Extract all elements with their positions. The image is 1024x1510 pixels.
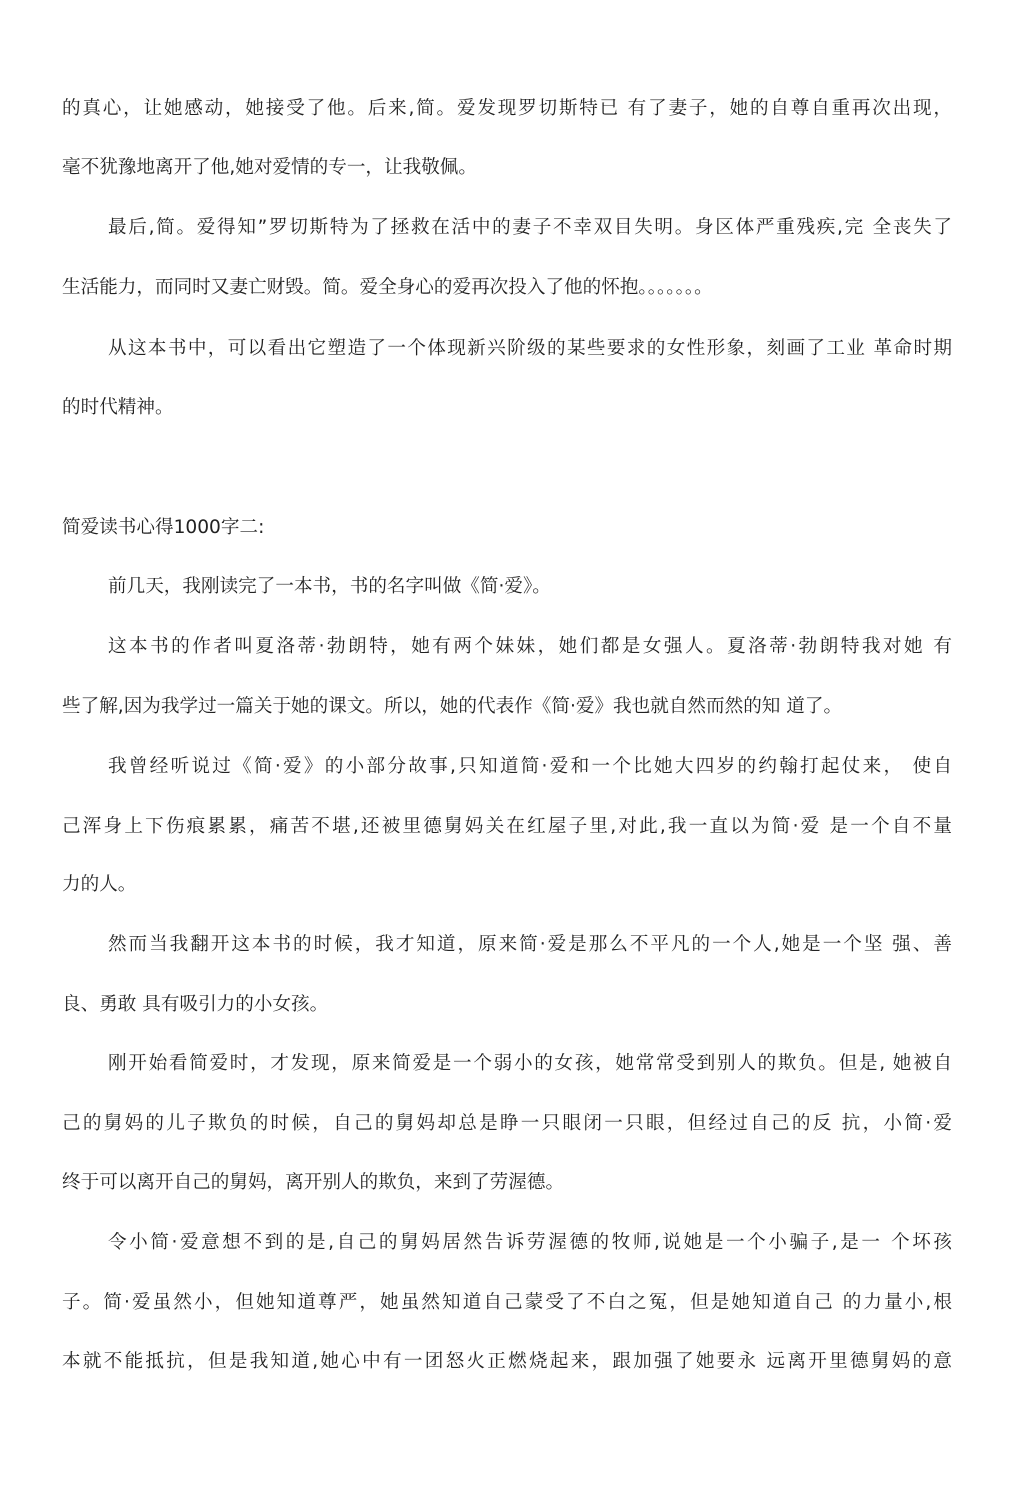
- text-line: 最后,简。爱得知”罗切斯特为了拯救在活中的妻子不幸双目失明。身区体严重残疾,完 全丧失了: [108, 217, 952, 238]
- text-line: 终于可以离开自己的舅妈，离开别人的欺负，来到了劳渥德。: [62, 1172, 565, 1193]
- text-line: 的真心，让她感动，她接受了他。后来,简。爱发现罗切斯特已 有了妻子，她的自尊自重再次出现，: [62, 98, 952, 119]
- text-line: 我曾经听说过《简·爱》的小部分故事,只知道简·爱和一个比她大四岁的约翰打起仗来， 使自: [108, 756, 952, 777]
- text-line: 毫不犹豫地离开了他,她对爱情的专一，让我敬佩。: [62, 157, 477, 178]
- text-line: 令小简·爱意想不到的是,自己的舅妈居然告诉劳渥德的牧师,说她是一个小骗子,是一 个坏孩: [108, 1232, 952, 1253]
- text-line: 己的舅妈的儿子欺负的时候，自己的舅妈却总是睁一只眼闭一只眼，但经过自己的反 抗，小简·爱: [62, 1113, 952, 1134]
- text-line: 然而当我翻开这本书的时候，我才知道，原来简·爱是那么不平凡的一个人,她是一个坚 强、善: [108, 934, 952, 955]
- text-line: 这本书的作者叫夏洛蒂·勃朗特，她有两个妹妹，她们都是女强人。夏洛蒂·勃朗特我对她 有: [108, 636, 952, 657]
- text-line: 力的人。: [62, 874, 137, 895]
- text-line: 本就不能抵抗，但是我知道,她心中有一团怒火正燃烧起来，跟加强了她要永 远离开里德舅妈的意: [62, 1351, 952, 1372]
- text-line: 子。简·爱虽然小，但她知道尊严，她虽然知道自己蒙受了不白之冤，但是她知道自己 的力量小,根: [62, 1292, 952, 1313]
- text-line: 前几天，我刚读完了一本书，书的名字叫做《简·爱》。: [108, 576, 551, 597]
- text-line: 己浑身上下伤痕累累，痛苦不堪,还被里德舅妈关在红屋子里,对此,我一直以为简·爱 是一个自不量: [62, 816, 952, 837]
- text-line: 的时代精神。: [62, 397, 174, 418]
- text-line: 良、勇敢 具有吸引力的小女孩。: [62, 994, 329, 1015]
- text-line: 刚开始看简爱时，才发现，原来简爱是一个弱小的女孩，她常常受到别人的欺负。但是, 她被自: [108, 1053, 952, 1074]
- text-line: 生活能力，而同时又妻亡财毁。简。爱全身心的爱再次投入了他的怀抱。。。。。。。: [62, 277, 713, 298]
- text-line: 从这本书中，可以看出它塑造了一个体现新兴阶级的某些要求的女性形象，刻画了工业 革命时期: [108, 338, 952, 359]
- section-heading: 简爱读书心得1000字二:: [62, 517, 265, 538]
- text-line: 些了解,因为我学过一篇关于她的课文。所以，她的代表作《简·爱》我也就自然而然的知 道了。: [62, 696, 843, 717]
